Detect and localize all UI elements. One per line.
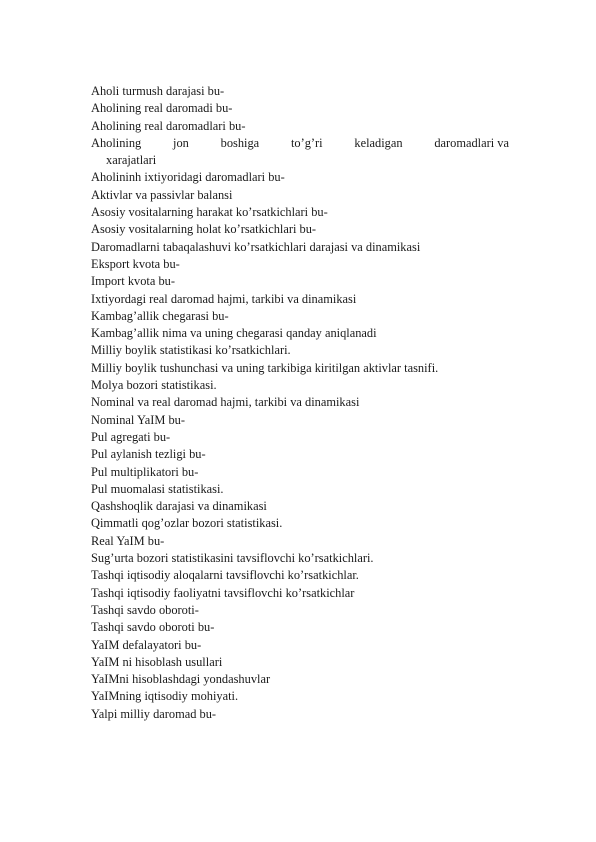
list-item: Sug’urta bozori statistikasini tavsiflovchi ko’rsatkichlari. xyxy=(91,551,374,566)
list-item: Aktivlar va passivlar balansi xyxy=(91,187,233,202)
list-item: Aholininh ixtiyoridagi daromadlari bu- xyxy=(91,170,285,185)
list-item: Nominal va real daromad hajmi, tarkibi va dinamikasi xyxy=(91,395,360,410)
list-item: Tashqi savdo oboroti- xyxy=(91,602,199,617)
list-item: Kambag’allik nima va uning chegarasi qanday aniqlanadi xyxy=(91,326,377,341)
list-item: Asosiy vositalarning harakat ko’rsatkichlari bu- xyxy=(91,205,328,220)
list-item: Aholi turmush darajasi bu- xyxy=(91,84,225,98)
list-item: Molya bozori statistikasi. xyxy=(91,378,217,393)
list-item: Daromadlarni tabaqalashuvi ko’rsatkichlari darajasi va dinamikasi xyxy=(91,239,421,254)
list-item: Asosiy vositalarning holat ko’rsatkichlari bu- xyxy=(91,222,317,237)
list-item: Eksport kvota bu- xyxy=(91,256,180,271)
justified-word: Aholining xyxy=(91,135,142,150)
list-item: Pul multiplikatori bu- xyxy=(91,464,199,479)
list-item: Ixtiyordagi real daromad hajmi, tarkibi va dinamikasi xyxy=(91,291,357,306)
list-item: Import kvota bu- xyxy=(91,274,175,289)
list-item-continuation: xarajatlari xyxy=(106,153,157,168)
list-item: Yalpi milliy daromad bu- xyxy=(91,706,217,721)
list-item: Pul aylanish tezligi bu- xyxy=(91,447,206,462)
list-item: YaIMni hisoblashdagi yondashuvlar xyxy=(91,672,271,687)
list-item: Milliy boylik statistikasi ko’rsatkichlari. xyxy=(91,343,291,358)
justified-word: jon xyxy=(173,135,189,150)
justified-word: to’g’ri xyxy=(290,135,323,150)
list-item: Tashqi iqtisodiy aloqalarni tavsiflovchi ko’rsatkichlar. xyxy=(91,568,359,583)
list-item: Tashqi iqtisodiy faoliyatni tavsiflovchi ko’rsatkichlar xyxy=(91,585,355,600)
list-item: Nominal YaIM bu- xyxy=(91,412,185,427)
list-item: Aholining real daromadlari bu- xyxy=(91,118,246,133)
list-item: Pul muomalasi statistikasi. xyxy=(91,481,224,496)
list-item: Qashshoqlik darajasi va dinamikasi xyxy=(91,499,267,514)
justified-word: boshiga xyxy=(220,135,260,150)
list-item: Real YaIM bu- xyxy=(91,533,165,548)
list-item: Tashqi savdo oboroti bu- xyxy=(91,620,215,635)
list-item: YaIM defalayatori bu- xyxy=(91,637,202,652)
list-item-justified xyxy=(91,135,509,152)
justified-word: daromadlari va xyxy=(434,135,509,150)
justified-word: keladigan xyxy=(354,135,403,150)
document-body xyxy=(91,83,509,723)
list-item: Qimmatli qog’ozlar bozori statistikasi. xyxy=(91,516,283,531)
list-item: Milliy boylik tushunchasi va uning tarkibiga kiritilgan aktivlar tasnifi. xyxy=(91,360,439,375)
list-item: YaIM ni hisoblash usullari xyxy=(91,654,223,669)
list-item: Kambag’allik chegarasi bu- xyxy=(91,308,229,323)
list-item: YaIMning iqtisodiy mohiyati. xyxy=(91,689,239,704)
list-item: Aholining real daromadi bu- xyxy=(91,101,233,116)
list-item: Pul agregati bu- xyxy=(91,429,171,444)
